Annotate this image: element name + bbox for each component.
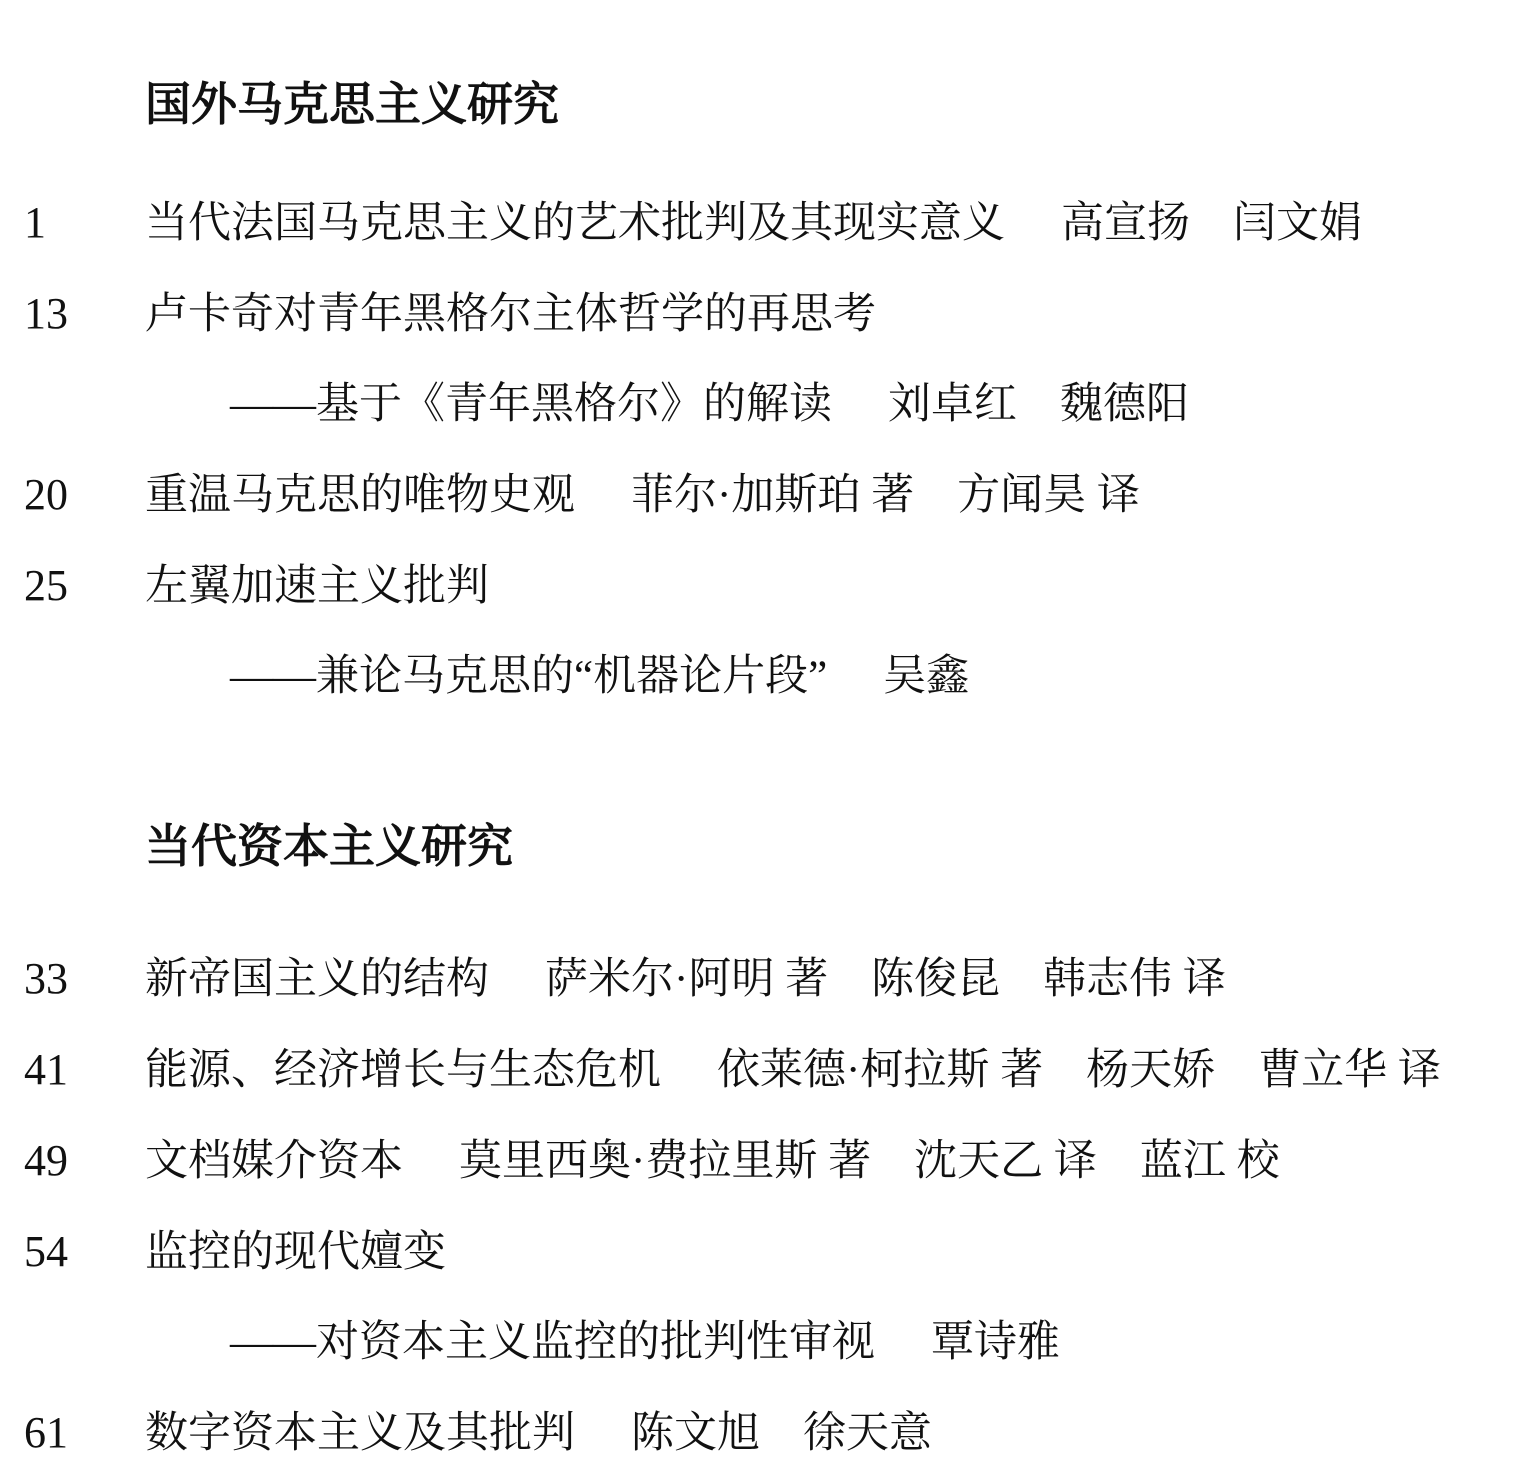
article-authors: 依莱德·柯拉斯 著 杨天娇 曹立华 译 (717, 1047, 1441, 1094)
article-subtitle: ——对资本主义监控的批判性审视 (230, 1319, 875, 1366)
page-number: 61 (24, 1408, 68, 1457)
article-subtitle: ——基于《青年黑格尔》的解读 (230, 381, 832, 428)
toc-entry (0, 956, 1521, 1003)
article-authors: 萨米尔·阿明 著 陈俊昆 韩志伟 译 (545, 956, 1226, 1003)
article-title: 文档媒介资本 (145, 1138, 403, 1185)
toc-entry (0, 1410, 1521, 1457)
article-authors: 覃诗雅 (931, 1319, 1060, 1366)
entry-line (145, 654, 1521, 700)
toc-entry-subtitle (0, 654, 1521, 700)
article-title: 监控的现代嬗变 (145, 1229, 446, 1276)
article-title: 左翼加速主义批判 (145, 563, 489, 610)
toc-entry (0, 563, 1521, 610)
article-title: 能源、经济增长与生态危机 (145, 1047, 661, 1094)
toc-entry (0, 1138, 1521, 1185)
toc-entry-subtitle (0, 1320, 1521, 1366)
page-number: 54 (24, 1227, 68, 1276)
entry-line (145, 1139, 1521, 1185)
toc-entry (0, 291, 1521, 338)
page-number: 25 (24, 561, 68, 610)
toc-entry (0, 472, 1521, 519)
entry-line (145, 957, 1521, 1003)
article-authors: 菲尔·加斯珀 著 方闻昊 译 (631, 472, 1140, 519)
entry-line (145, 382, 1521, 428)
article-title: 重温马克思的唯物史观 (145, 472, 575, 519)
page-number: 33 (24, 954, 68, 1003)
entry-line (145, 1048, 1521, 1094)
page-number: 49 (24, 1136, 68, 1185)
toc-entry (0, 200, 1521, 247)
entry-line (145, 201, 1521, 247)
entry-line (145, 292, 1521, 338)
article-authors: 莫里西奥·费拉里斯 著 沈天乙 译 蓝江 校 (459, 1138, 1280, 1185)
article-title: 数字资本主义及其批判 (145, 1410, 575, 1457)
section-heading-contemporary-capitalism: 当代资本主义研究 (145, 820, 513, 872)
page-number: 13 (24, 289, 68, 338)
page-number: 41 (24, 1045, 68, 1094)
article-authors: 刘卓红 魏德阳 (888, 381, 1189, 428)
entry-line (145, 1320, 1521, 1366)
entry-line (145, 1411, 1521, 1457)
article-title: 卢卡奇对青年黑格尔主体哲学的再思考 (145, 291, 876, 338)
page-number: 1 (24, 198, 46, 247)
page-number: 20 (24, 470, 68, 519)
toc-entry-subtitle (0, 382, 1521, 428)
article-authors: 陈文旭 徐天意 (631, 1410, 932, 1457)
entry-line (145, 473, 1521, 519)
toc-entry (0, 1047, 1521, 1094)
entry-line (145, 564, 1521, 610)
section-heading-foreign-marxism: 国外马克思主义研究 (145, 78, 559, 130)
article-title: 新帝国主义的结构 (145, 956, 489, 1003)
article-authors: 高宣扬 闫文娟 (1061, 200, 1362, 247)
toc-entry (0, 1229, 1521, 1276)
article-subtitle: ——兼论马克思的“机器论片段” (230, 653, 828, 700)
article-authors: 吴鑫 (883, 653, 970, 700)
article-title: 当代法国马克思主义的艺术批判及其现实意义 (145, 200, 1005, 247)
entry-line (145, 1230, 1521, 1276)
